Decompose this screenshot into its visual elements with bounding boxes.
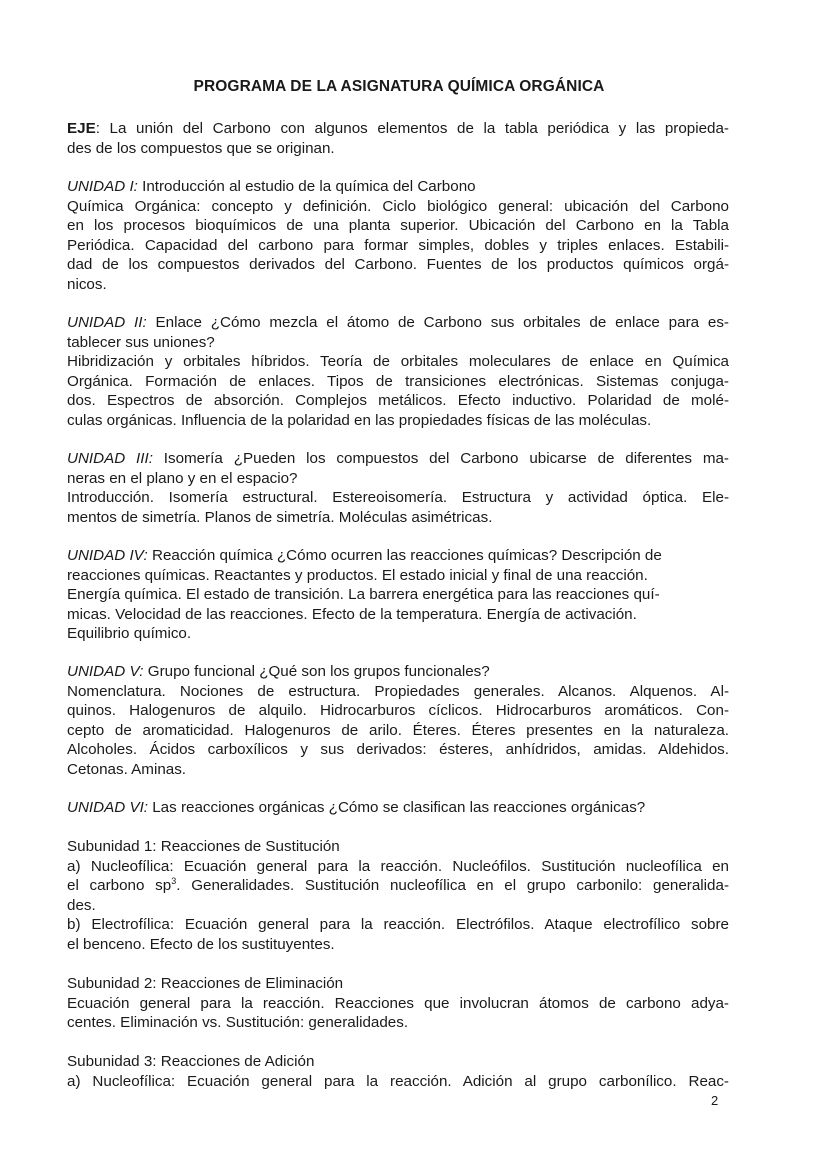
unit-text-line: micas. Velocidad de las reacciones. Efecto de la temperatura. Energía de activación. xyxy=(67,605,637,623)
unit-text-line: dos. Espectros de absorción. Complejos metálicos. Efecto inductivo. Polaridad de molé- xyxy=(67,392,729,410)
unit-4-section xyxy=(67,546,729,644)
unit-label: UNIDAD III: xyxy=(67,450,153,467)
eje-line: EJE: La unión del Carbono con algunos elementos de la tabla periódica y las propieda- xyxy=(67,120,729,137)
subunit-text-line: a) Nucleofílica: Ecuación general para la reacción. Nucleófilos. Sustitución nucleofílica en xyxy=(67,857,729,875)
page-title: PROGRAMA DE LA ASIGNATURA QUÍMICA ORGÁNICA xyxy=(193,78,605,95)
unit-text-line: tablecer sus uniones? xyxy=(67,333,215,351)
unit-text-line: neras en el plano y en el espacio? xyxy=(67,469,298,487)
unit-text-line: quinos. Halogenuros de alquilo. Hidrocarburos cíclicos. Hidrocarburos aromáticos. Con- xyxy=(67,702,729,720)
unit-text-line: Nomenclatura. Nociones de estructura. Propiedades generales. Alcanos. Alquenos. Al- xyxy=(67,682,729,700)
eje-line: des de los compuestos que se originan. xyxy=(67,139,335,157)
unit-heading: UNIDAD IV: Reacción química ¿Cómo ocurren las reacciones químicas? Descripción de xyxy=(67,547,662,564)
subunit-text-line: b) Electrofílica: Ecuación general para la reacción. Electrófilos. Ataque electrofílico sobre xyxy=(67,916,729,934)
unit-text-line: mentos de simetría. Planos de simetría. Moléculas asimétricas. xyxy=(67,508,493,526)
unit-text-line: culas orgánicas. Influencia de la polaridad en las propiedades físicas de las moléculas. xyxy=(67,411,652,429)
unit-heading: UNIDAD I: Introducción al estudio de la química del Carbono xyxy=(67,178,476,195)
unit-label: UNIDAD II: xyxy=(67,314,147,331)
unit-label: UNIDAD V: xyxy=(67,663,144,680)
unit-label: UNIDAD IV: xyxy=(67,547,148,564)
unit-heading: UNIDAD III: Isomería ¿Pueden los compuestos del Carbono ubicarse de diferentes ma- xyxy=(67,450,729,467)
subunit-text-line: el carbono $sp^3$. Generalidades. Sustitución nucleofílica en el grupo carbonilo: generalida- xyxy=(67,876,730,895)
unit-text-line: Equilibrio químico. xyxy=(67,625,192,643)
unit-text-line: en los procesos bioquímicos de una planta superior. Ubicación del Carbono en la Tabla xyxy=(67,217,729,235)
subunit-heading: Subunidad 2: Reacciones de Eliminación xyxy=(67,975,344,992)
subunit-text-line: a) Nucleofílica: Ecuación general para la reacción. Adición al grupo carbonílico. Reac- xyxy=(67,1072,729,1090)
unit-1-section xyxy=(67,177,729,295)
unit-6-section xyxy=(67,798,729,818)
unit-5-section xyxy=(67,662,729,780)
unit-text-line: cepto de aromaticidad. Halogenuros de arilo. Éteres. Éteres presentes en la naturaleza. xyxy=(67,721,729,739)
subunit-text-line: centes. Eliminación vs. Sustitución: generalidades. xyxy=(67,1014,409,1032)
unit-text-line: reacciones químicas. Reactantes y productos. El estado inicial y final de una reacción. xyxy=(67,566,648,584)
subunit-1-section xyxy=(67,837,729,955)
unit-text-line: Alcoholes. Ácidos carboxílicos y sus derivados: ésteres, anhídridos, amidas. Aldehidos. xyxy=(67,741,729,759)
subunit-text-line: el benceno. Efecto de los sustituyentes. xyxy=(67,935,335,953)
unit-2-section xyxy=(67,313,729,431)
eje-section xyxy=(67,119,729,158)
unit-text-line: Periódica. Capacidad del carbono para formar simples, dobles y triples enlaces. Estabili- xyxy=(67,236,729,254)
page-number: 2 xyxy=(711,1093,719,1108)
subunit-3-section xyxy=(67,1052,729,1091)
subunit-text-line: des. xyxy=(67,896,96,914)
unit-text-line: Química Orgánica: concepto y definición. Ciclo biológico general: ubicación del Carbono xyxy=(67,197,729,215)
unit-text-line: Energía química. El estado de transición. La barrera energética para las reacciones quí- xyxy=(67,586,660,604)
unit-text-line: Cetonas. Aminas. xyxy=(67,760,187,778)
unit-heading: UNIDAD VI: Las reacciones orgánicas ¿Cómo se clasifican las reacciones orgánicas? xyxy=(67,799,646,816)
unit-heading: UNIDAD II: Enlace ¿Cómo mezcla el átomo de Carbono sus orbitales de enlace para es- xyxy=(67,314,729,331)
unit-label: UNIDAD I: xyxy=(67,178,138,195)
subunit-heading: Subunidad 3: Reacciones de Adición xyxy=(67,1053,315,1070)
unit-text-line: dad de los compuestos derivados del Carbono. Fuentes de los productos químicos orgá- xyxy=(67,256,729,274)
unit-text-line: nicos. xyxy=(67,275,107,293)
unit-3-section xyxy=(67,449,729,527)
unit-text-line: Orgánica. Formación de enlaces. Tipos de transiciones electrónicas. Sistemas conjuga- xyxy=(67,372,729,390)
unit-label: UNIDAD VI: xyxy=(67,799,149,816)
subunit-heading: Subunidad 1: Reacciones de Sustitución xyxy=(67,838,340,855)
unit-text-line: Hibridización y orbitales híbridos. Teoría de orbitales moleculares de enlace en Química xyxy=(67,353,729,371)
unit-text-line: Introducción. Isomería estructural. Estereoisomería. Estructura y actividad óptica. Ele- xyxy=(67,489,729,507)
superscript: 3 xyxy=(171,876,177,887)
unit-heading: UNIDAD V: Grupo funcional ¿Qué son los grupos funcionales? xyxy=(67,663,490,680)
subunit-2-section xyxy=(67,974,729,1033)
subunit-text-line: Ecuación general para la reacción. Reacciones que involucran átomos de carbono adya- xyxy=(67,994,729,1012)
eje-label: EJE xyxy=(67,120,96,137)
